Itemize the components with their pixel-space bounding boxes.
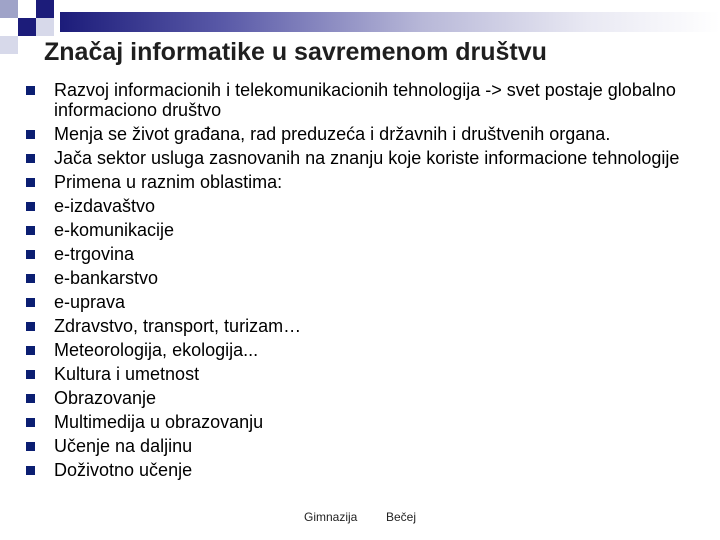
- bullet-list: [26, 80, 696, 484]
- bullet-item: [26, 124, 696, 144]
- bullet-text: e-bankarstvo: [54, 268, 159, 288]
- bullet-item: [26, 268, 696, 288]
- bullet-text: e-izdavaštvo: [54, 196, 156, 216]
- bullet-text: e-trgovina: [54, 244, 135, 264]
- bullet-text: Obrazovanje: [54, 388, 157, 408]
- bullet-text: Primena u raznim oblastima:: [54, 172, 283, 192]
- bullet-text: Multimedija u obrazovanju: [54, 412, 264, 432]
- deco-square: [18, 0, 36, 18]
- bullet-text: Menja se život građana, rad preduzeća i državnih i društvenih organa.: [54, 124, 611, 144]
- footer-school: Gimnazija: [304, 510, 358, 524]
- bullet-marker-icon: [26, 226, 35, 235]
- deco-square: [18, 36, 36, 54]
- bullet-item: [26, 364, 696, 384]
- bullet-item: [26, 244, 696, 264]
- bullet-marker-icon: [26, 322, 35, 331]
- bullet-marker-icon: [26, 250, 35, 259]
- bullet-item: [26, 436, 696, 456]
- bullet-marker-icon: [26, 86, 35, 95]
- deco-square: [36, 18, 54, 36]
- deco-square: [36, 0, 54, 18]
- bullet-marker-icon: [26, 130, 35, 139]
- bullet-text: e-komunikacije: [54, 220, 175, 240]
- deco-square: [18, 18, 36, 36]
- bullet-marker-icon: [26, 442, 35, 451]
- bullet-text: Kultura i umetnost: [54, 364, 200, 384]
- header-gradient-bar: [60, 12, 720, 32]
- bullet-text: Učenje na daljinu: [54, 436, 193, 456]
- bullet-marker-icon: [26, 202, 35, 211]
- bullet-item: [26, 388, 696, 408]
- bullet-marker-icon: [26, 274, 35, 283]
- slide-title: Značaj informatike u savremenom društvu: [44, 38, 547, 66]
- bullet-marker-icon: [26, 418, 35, 427]
- bullet-marker-icon: [26, 154, 35, 163]
- deco-square: [0, 18, 18, 36]
- bullet-item: [26, 460, 696, 480]
- bullet-item: [26, 316, 696, 336]
- deco-square: [0, 0, 18, 18]
- bullet-item: [26, 172, 696, 192]
- bullet-marker-icon: [26, 466, 35, 475]
- bullet-marker-icon: [26, 178, 35, 187]
- bullet-text: Doživotno učenje: [54, 460, 193, 480]
- bullet-item: [26, 412, 696, 432]
- bullet-marker-icon: [26, 346, 35, 355]
- bullet-text: Razvoj informacionih i telekomunikacionih tehnologija -> svet postaje globalno informaciono društvo: [54, 80, 676, 120]
- footer-town: Bečej: [386, 510, 417, 524]
- bullet-text: Meteorologija, ekologija...: [54, 340, 259, 360]
- bullet-item: [26, 292, 696, 312]
- bullet-item: [26, 148, 696, 168]
- bullet-marker-icon: [26, 298, 35, 307]
- bullet-marker-icon: [26, 394, 35, 403]
- bullet-text: Zdravstvo, transport, turizam…: [54, 316, 302, 336]
- bullet-item: [26, 220, 696, 240]
- bullet-text: Jača sektor usluga zasnovanih na znanju koje koriste informacione tehnologije: [54, 148, 680, 168]
- bullet-text: e-uprava: [54, 292, 126, 312]
- bullet-item: [26, 340, 696, 360]
- deco-square: [0, 36, 18, 54]
- bullet-item: [26, 80, 696, 120]
- bullet-marker-icon: [26, 370, 35, 379]
- bullet-item: [26, 196, 696, 216]
